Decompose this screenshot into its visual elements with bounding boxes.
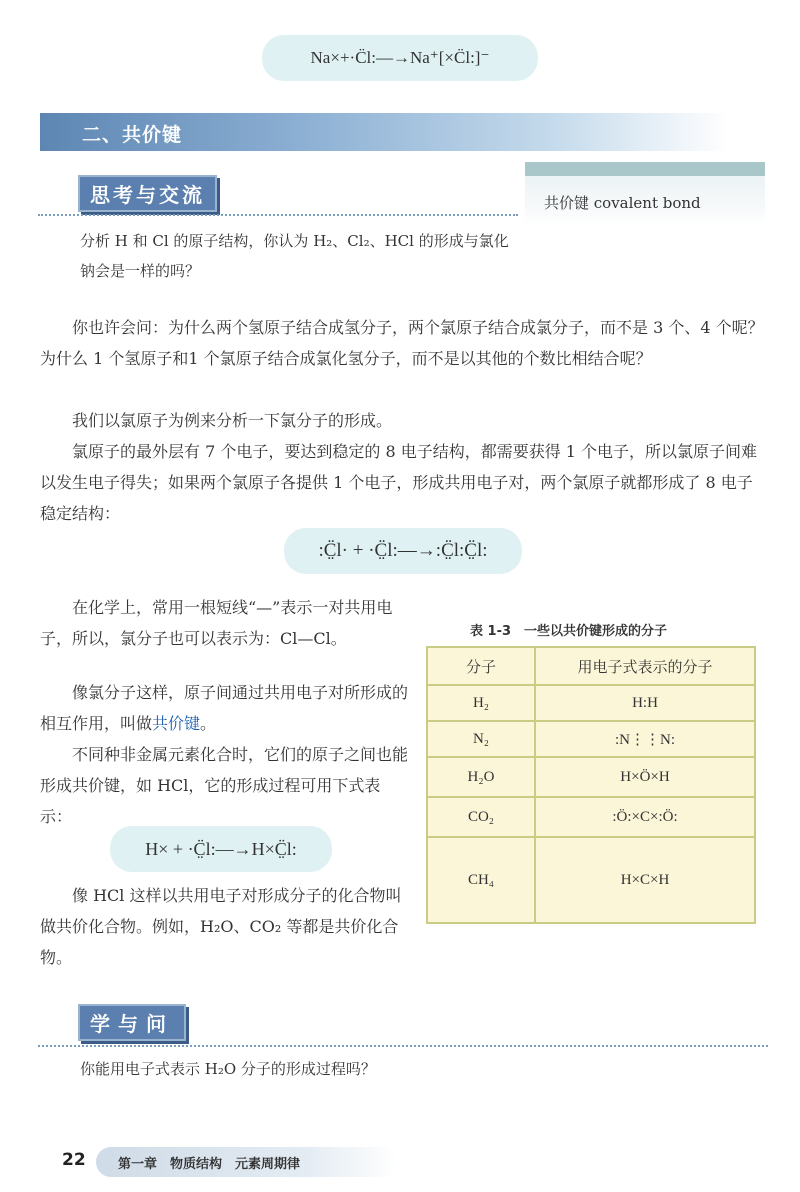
term-box-strip: [525, 162, 765, 176]
formula-cell: H×C×H: [535, 837, 755, 923]
molecule-cell: CO₂: [427, 797, 535, 837]
paragraph-dash-notation: 在化学上，常用一根短线“—”表示一对共用电子，所以，氯分子也可以表示为：Cl—Cl。: [40, 598, 393, 648]
definition-text: 像氯分子这样，原子间通过共用电子对所形成的相互作用，叫做: [40, 683, 409, 733]
term-covalent-bond: 共价键 covalent bond: [544, 194, 701, 212]
covalent-molecules-table: [426, 646, 756, 924]
table-row: [427, 685, 755, 721]
think-discuss-divider: [38, 214, 518, 216]
learn-ask-divider: [38, 1045, 768, 1047]
chapter-title: 第一章 物质结构 元素周期律: [118, 1156, 301, 1172]
nacl-formation-formula: [262, 35, 538, 81]
column-header-electron-formula: 用电子式表示的分子: [535, 647, 755, 685]
table-header-row: [427, 647, 755, 685]
paragraph-chlorine: 氯原子的最外层有 7 个电子，要达到稳定的 8 电子结构，都需要获得 1 个电子，所以氯原子间难以发生电子得失；如果两个氯原子各提供 1 个电子，形成共用电子对，两个氯原子就都形成了 8 电子稳定结构：: [40, 442, 758, 523]
formula-cell: :Ö:×C×:Ö:: [535, 797, 755, 837]
formula-text: Na×+·C̈l:—→Na⁺[×C̈l:]⁻: [310, 48, 490, 67]
paragraph-covalent-compound: 像 HCl 这样以共用电子对形成分子的化合物叫做共价化合物。例如，H₂O、CO₂ 等都是共价化合物。: [40, 886, 402, 967]
covalent-bond-term: 共价键: [152, 714, 201, 733]
paragraph-intro: 我们以氯原子为例来分析一下氯分子的形成。: [72, 411, 393, 430]
chapter-footer: [96, 1147, 398, 1177]
paragraph-hcl: 不同种非金属元素化合时，它们的原子之间也能形成共价键，如 HCl，它的形成过程可用下式表示：: [40, 745, 409, 826]
formula-cell: H:H: [535, 685, 755, 721]
column-header-molecule: 分子: [427, 647, 535, 685]
table-row: [427, 757, 755, 797]
table-row: [427, 797, 755, 837]
paragraph-covalent-definition: [40, 677, 412, 739]
think-discuss-title: 思考与交流: [78, 175, 217, 212]
table-row: [427, 837, 755, 923]
think-discuss-question: 分析 H 和 Cl 的原子结构，你认为 H₂、Cl₂、HCl 的形成与氯化钠会是一样的吗？: [80, 232, 509, 280]
definition-end: 。: [200, 714, 217, 733]
table-caption: 表 1-3 一些以共价键形成的分子: [470, 624, 668, 639]
formula-text: H× + ·C̤̈l:—→H×C̤̈l:: [145, 838, 297, 859]
molecule-cell: H₂O: [427, 757, 535, 797]
page-number: 22: [62, 1150, 86, 1170]
hcl-formation-formula: [110, 826, 332, 872]
learn-ask-title: 学与问: [78, 1004, 186, 1041]
molecule-cell: N₂: [427, 721, 535, 757]
paragraph-question: 你也许会问：为什么两个氢原子结合成氢分子，两个氯原子结合成氯分子，而不是 3 个、4 个呢？为什么 1 个氢原子和1 个氯原子结合成氯化氢分子，而不是以其他的个数比相结合呢？: [40, 318, 764, 368]
formula-text: :C̤̈l· + ·C̤̈l:—→:C̤̈l:C̤̈l:: [318, 540, 488, 561]
cl2-formation-formula: [284, 528, 522, 574]
formula-cell: H×Ö×H: [535, 757, 755, 797]
molecule-cell: H₂: [427, 685, 535, 721]
learn-ask-question: 你能用电子式表示 H₂O 分子的形成过程吗？: [80, 1060, 376, 1078]
table-row: [427, 721, 755, 757]
section-title: 二、共价键: [82, 124, 183, 146]
molecule-cell: CH₄: [427, 837, 535, 923]
formula-cell: :N⋮⋮N:: [535, 721, 755, 757]
